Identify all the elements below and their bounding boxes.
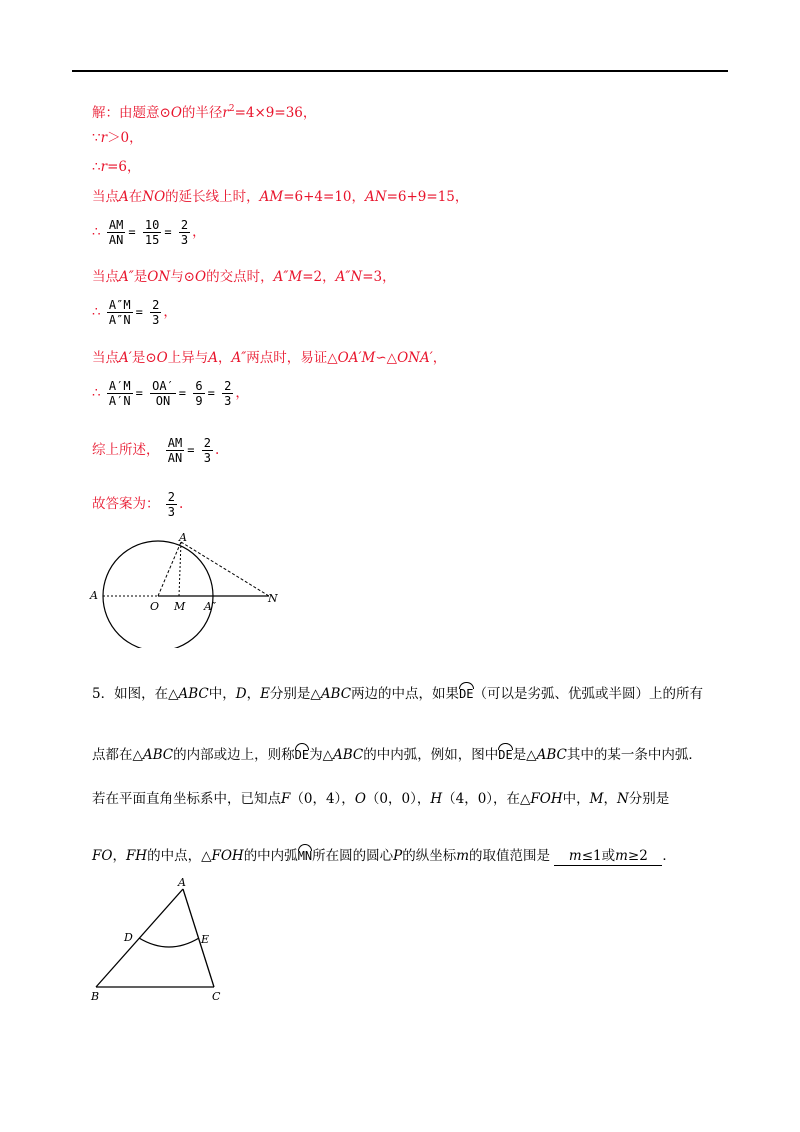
label-A-double-prime: A″ [204,600,217,613]
var-r: r [100,130,108,146]
text: ， [217,350,232,366]
punct: . [215,442,220,458]
solution-line-5 [92,268,396,286]
fraction-row-5 [92,490,183,519]
question-line-1: 5．如图，在△ABC中，D，E分别是△ABC两边的中点，如果DE（可以是劣弧、优弧或半圆）上的所有 [92,682,703,703]
segment-OA [158,542,181,596]
equals: = [135,305,143,319]
equals: = [207,386,215,400]
var: O [156,350,168,366]
arc-DE-shape [139,938,199,947]
question-line-2: 点都在△ABC的内部或边上，则称DE为△ABC的中内弧，例如，图中DE是△ABC其中的某一条中内弧． [92,743,702,764]
var: AM [259,189,284,205]
var: O [195,269,207,285]
text: =6+4=10， [283,189,366,205]
fraction: $\frac{OA'}{ON}$ [152,379,174,408]
punct: . [179,496,184,512]
because-symbol: ∵ [92,130,101,146]
label-O: O [150,600,160,613]
text: ， [432,350,447,366]
arc-DE: DE [295,743,309,764]
therefore-symbol: ∴ [92,385,101,401]
arc-DE: DE [459,682,473,703]
text: =6， [107,159,141,175]
fraction: $\frac{2}{3}$ [167,490,176,519]
text: 与⊙ [170,269,195,285]
text: 两点时，易证△ [246,350,338,366]
therefore-symbol: ∴ [92,304,101,320]
triangle-figure [86,874,236,1009]
fraction: $\frac{A'M}{A'N}$ [108,379,131,408]
text: 当点 [92,269,119,285]
label-D: D [124,931,133,944]
fraction-row-4 [92,436,219,465]
solution-line-3 [92,158,140,176]
equals: = [128,225,136,239]
header-rule [72,70,728,72]
arc-DE: DE [498,743,512,764]
text: ∽△ [375,350,398,366]
question-line-3: 若在平面直角坐标系中，已知点F（0，4），O（0，0），H（4，0），在△FOH中，M，N分别是 [92,791,670,807]
equals: = [135,386,143,400]
punct: ， [163,304,177,320]
equals: = [178,386,187,400]
text: 解：由题意⊙ [92,105,171,121]
label-C: C [212,990,221,1003]
solution-line-2 [92,129,143,147]
fraction: $\frac{A''M}{A''N}$ [108,298,131,327]
var-O: O [170,105,182,121]
fraction-row-1 [92,218,206,247]
fraction: $\frac{2}{3}$ [180,218,189,247]
equals: = [187,443,195,457]
label-N: N [268,592,278,605]
text: =3， [362,269,396,285]
therefore-symbol: ∴ [92,159,101,175]
text: 故答案为： [92,496,160,512]
solution-line-1 [92,100,316,122]
fraction: $\frac{6}{9}$ [195,379,203,408]
question-line-4: FO，FH的中点，△FOH的中内弧MN所在圆的圆心P的纵坐标m的取值范围是 m≤1或m≥2 ． [92,844,676,866]
label-B: B [91,990,100,1003]
fraction: $\frac{AM}{AN}$ [167,436,183,465]
text: ＞0， [107,130,143,146]
solution-line-6 [92,349,446,367]
equals: = [164,225,172,239]
label-A-top: A [179,531,187,544]
text: =2， [302,269,336,285]
question-number: 5． [92,686,115,702]
fraction: $\frac{2}{3}$ [203,436,212,465]
fraction: $\frac{AM}{AN}$ [108,218,124,247]
text: =4×9=36， [234,105,317,121]
fraction: $\frac{2}{3}$ [152,298,160,327]
fraction: $\frac{2}{3}$ [224,379,232,408]
punct: ， [192,224,206,240]
var: A [208,350,218,366]
therefore-symbol: ∴ [92,224,101,240]
text: 是⊙ [131,350,157,366]
var: A″N [335,269,363,285]
label-A: A [178,876,186,889]
segment-AN [181,542,269,596]
segment-AM [179,542,181,596]
text: 的半径 [181,105,223,121]
var: A [119,189,129,205]
circle-figure [86,528,296,648]
fraction-row-3 [92,379,249,408]
text: 上异与 [167,350,209,366]
var: ONA′ [397,350,433,366]
var: OA′M [337,350,376,366]
text: 在 [128,189,143,205]
var: NO [142,189,166,205]
var: A″ [231,350,247,366]
text: =6+9=15， [386,189,469,205]
exponent: 2 [228,104,235,114]
text: 当点 [92,189,119,205]
arc-MN: MN [298,844,312,865]
fraction-row-2 [92,298,177,327]
var: A″ [119,269,134,285]
text: 的交点时， [206,269,274,285]
var: A′ [119,350,132,366]
label-E: E [201,933,210,946]
answer-blank: m≤1或m≥2 [554,847,662,866]
fraction: $\frac{10}{15}$ [144,218,160,247]
var-r: r [100,159,108,175]
var: AN [365,189,387,205]
label-M: M [174,600,186,613]
text: 是 [133,269,148,285]
circle-O [103,541,213,648]
var-r: r [222,105,229,121]
var: A″M [273,269,303,285]
text: 的延长线上时， [165,189,260,205]
var: ON [147,269,171,285]
solution-line-4 [92,188,468,206]
text: 当点 [92,350,119,366]
label-A-left: A [90,589,98,602]
punct: ， [235,385,249,401]
text: 综上所述， [92,442,160,458]
